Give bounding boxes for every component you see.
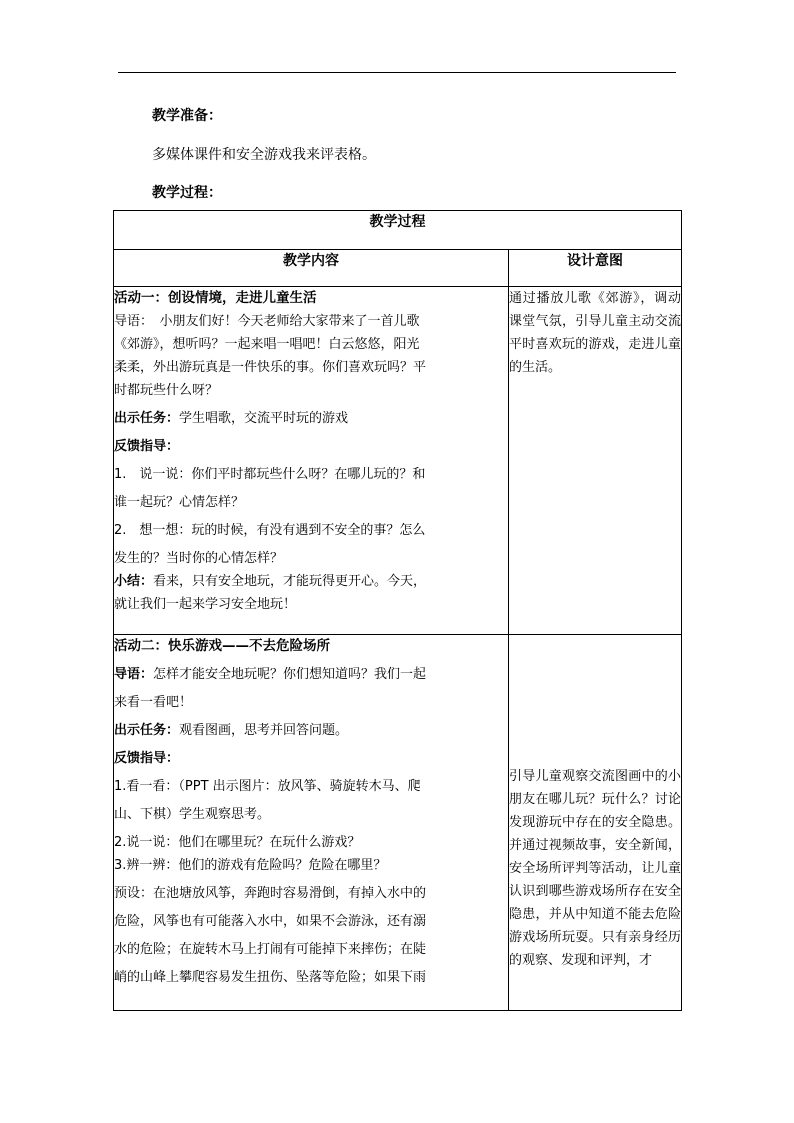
process-heading: 教学过程： [152, 185, 222, 201]
activity1-summary-line: 就让我们一起来学习安全地玩！ [114, 597, 297, 612]
activity2-intro-label: 导语： [114, 667, 154, 682]
activity2-item2: 2.说一说：他们在哪里玩？在玩什么游戏？ [114, 835, 361, 850]
activity2-task [114, 719, 508, 742]
activity2-task-label: 出示任务： [114, 723, 180, 738]
activity2-item1-line: 山、下棋）学生观察思考。 [114, 807, 271, 822]
activity1-intent-cell [509, 287, 682, 635]
activity1-summary-label: 小结： [114, 574, 154, 589]
activity1-intent: 通过播放儿歌《郊游》，调动课堂气氛，引导儿童主动交流平时喜欢玩的游戏，走进儿童的生活。 [509, 291, 681, 375]
header-rule [118, 72, 676, 73]
activity2-intro-line: 怎样才能安全地玩呢？你们想知道吗？我们一起 [153, 667, 427, 682]
activity1-intro-line: 柔柔，外出游玩真是一件快乐的事。你们喜欢玩吗？平 [114, 360, 427, 375]
activity2-content [114, 635, 509, 1011]
column-header-intent: 设计意图 [509, 250, 682, 287]
activity1-intro-line: 《郊游》，想听吗？一起来唱一唱吧！白云悠悠，阳光 [114, 337, 420, 352]
activity1-summary-line: 看来，只有安全地玩，才能玩得更开心。今天， [153, 574, 427, 589]
lesson-table [113, 210, 682, 1011]
activity1-item2-line: 2. 想一想：玩的时候，有没有遇到不安全的事？怎么 [114, 523, 426, 538]
activity1-task [114, 407, 508, 430]
activity2-title: 活动二：快乐游戏——不去危险场所 [114, 638, 330, 654]
prep-text: 多媒体课件和安全游戏我来评表格。 [152, 147, 376, 163]
table-caption: 教学过程 [114, 211, 682, 250]
activity2-item1-line: 1.看一看：（PPT 出示图片：放风筝、骑旋转木马、爬 [114, 779, 421, 794]
activity2-intro-line: 来看一看吧！ [114, 695, 193, 710]
activity2-preset-line: 危险，风筝也有可能落入水中，如果不会游泳，还有溺 [114, 914, 427, 929]
activity1-title: 活动一：创设情境，走进儿童生活 [114, 290, 317, 306]
prep-heading: 教学准备： [152, 108, 222, 124]
activity2-intent: 引导儿童观察交流图画中的小朋友在哪儿玩？玩什么？讨论发现游玩中存在的安全隐患。并通过视频故事，安全新闻，安全场所评判等活动，让儿童认识到哪些游戏场所存在安全隐患，并从中知道不能去危险游戏场所玩耍。只有亲身经历的观察、发现和评判，才 [509, 769, 681, 968]
activity1-task-label: 出示任务： [114, 411, 180, 426]
activity2-task-text: 观看图画，思考并回答问题。 [179, 723, 349, 738]
activity1-intro-line: 导语： 小朋友们好！今天老师给大家带来了一首儿歌 [114, 314, 420, 329]
column-header-content: 教学内容 [114, 250, 509, 287]
activity2-preset-line: 预设：在池塘放风筝，奔跑时容易滑倒，有掉入水中的 [114, 886, 427, 901]
activity1-content [114, 287, 509, 635]
activity2-preset-line: 水的危险；在旋转木马上打闹有可能掉下来摔伤；在陡 [114, 942, 427, 957]
activity1-item1-line: 1. 说一说：你们平时都玩些什么呀？在哪儿玩的？和 [114, 467, 426, 482]
activity1-intro-line: 时都玩些什么呀？ [114, 383, 219, 398]
table-row-activity2 [114, 635, 682, 1011]
activity1-summary [114, 570, 508, 593]
activity2-intro [114, 663, 508, 686]
activity1-feedback-label: 反馈指导： [114, 439, 180, 454]
table-row-activity1 [114, 287, 682, 635]
activity1-item2-line: 发生的？当时你的心情怎样？ [114, 551, 284, 566]
activity1-task-text: 学生唱歌，交流平时玩的游戏 [179, 411, 349, 426]
activity2-feedback-label: 反馈指导： [114, 751, 180, 766]
activity2-preset-line: 峭的山峰上攀爬容易发生扭伤、坠落等危险；如果下雨 [114, 970, 427, 985]
activity1-item1-line: 谁一起玩？心情怎样？ [114, 495, 245, 510]
activity2-item3: 3.辨一辨：他们的游戏有危险吗？危险在哪里？ [114, 858, 387, 873]
activity2-intent-cell [509, 635, 682, 1011]
